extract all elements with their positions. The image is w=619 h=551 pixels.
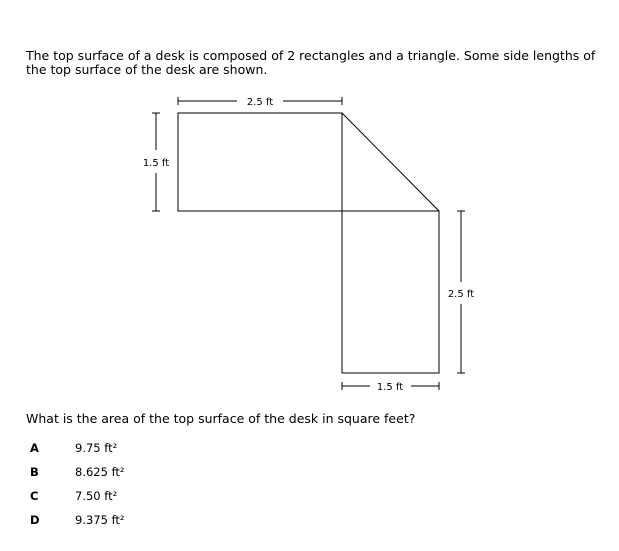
choice-letter: A [30,441,39,455]
question-prompt: The top surface of a desk is composed of 2 rectangles and a triangle. Some side lengths of the top surface of the desk are shown. [26,48,596,77]
question-text: What is the area of the top surface of the desk in square feet? [26,411,416,426]
left-height-label: 1.5 ft [142,158,170,169]
choice-letter: B [30,465,39,479]
top-rectangle [178,113,342,211]
right-height-dimension [448,211,474,373]
right-height-label: 2.5 ft [447,289,475,300]
choice-letter: D [30,513,40,527]
top-width-label: 2.5 ft [246,97,274,108]
choice-letter: C [30,489,39,503]
top-width-dimension [178,97,342,108]
bottom-rectangle [342,211,439,373]
bottom-width-dimension [342,382,439,393]
choice-text: 8.625 ft² [75,465,125,479]
triangle-hypotenuse [342,113,439,211]
choice-text: 7.50 ft² [75,489,118,503]
bottom-width-label: 1.5 ft [376,382,404,393]
choice-text: 9.375 ft² [75,513,125,527]
choice-text: 9.75 ft² [75,441,118,455]
left-height-dimension [143,113,169,211]
